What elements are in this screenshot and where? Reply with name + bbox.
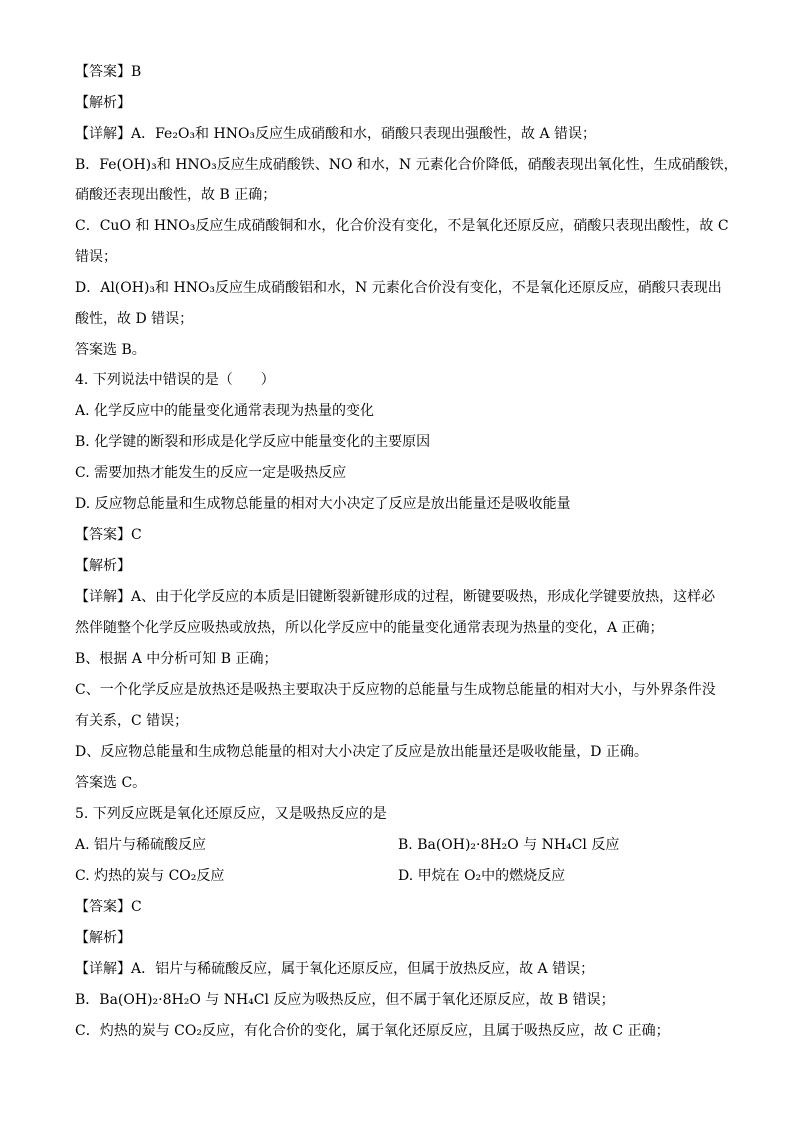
text-line: C．CuO 和 HNO₃反应生成硝酸铜和水，化合价没有变化，不是氧化还原反应，硝酸只表现出酸性，故 C (75, 218, 729, 234)
analysis-label: 【解析】 (75, 95, 131, 111)
option-a: A. 化学反应中的能量变化通常表现为热量的变化 (75, 403, 375, 419)
text-line: B．Ba(OH)₂·8H₂O 与 NH₄Cl 反应为吸热反应，但不属于氧化还原反应，故 B 错误； (75, 992, 615, 1008)
answer-label: 【答案】C (75, 899, 142, 915)
text-line: C、一个化学反应是放热还是吸热主要取决于反应物的总能量与生成物总能量的相对大小，与外界条件没 (75, 682, 716, 698)
text-line: 答案选 C。 (75, 775, 147, 791)
text-line: 有关系，C 错误； (75, 713, 189, 729)
text-line: 答案选 B。 (75, 342, 146, 358)
option-a: A. 铝片与稀硫酸反应 (75, 837, 207, 853)
answer-label: 【答案】C (75, 527, 142, 543)
option-b: B. 化学键的断裂和形成是化学反应中能量变化的主要原因 (75, 434, 431, 450)
analysis-label: 【解析】 (75, 558, 131, 574)
text-line: 错误； (75, 249, 117, 265)
text-line: 然伴随整个化学反应吸热或放热，所以化学反应中的能量变化通常表现为热量的变化，A 正确； (75, 620, 664, 636)
question-4: 4. 下列说法中错误的是（ ） (75, 372, 275, 388)
option-c: C. 需要加热才能发生的反应一定是吸热反应 (75, 465, 347, 481)
text-line: B、根据 A 中分析可知 B 正确； (75, 651, 278, 667)
text-line: D．Al(OH)₃和 HNO₃反应生成硝酸铝和水，N 元素化合价没有变化，不是氧化还原反应，硝酸只表现出 (75, 280, 722, 296)
answer-label: 【答案】B (75, 64, 142, 80)
text-line: 【详解】A．Fe₂O₃和 HNO₃反应生成硝酸和水，硝酸只表现出强酸性，故 A 错误； (75, 126, 597, 142)
text-line: C．灼热的炭与 CO₂反应，有化合价的变化，属于氧化还原反应，且属于吸热反应，故 C 正确； (75, 1023, 670, 1039)
option-d: D. 反应物总能量和生成物总能量的相对大小决定了反应是放出能量还是吸收能量 (75, 496, 571, 512)
text-line: B．Fe(OH)₃和 HNO₃反应生成硝酸铁、NO 和水，N 元素化合价降低，硝酸表现出氧化性，生成硝酸铁， (75, 157, 738, 173)
text-line: 硝酸还表现出酸性，故 B 正确； (75, 187, 277, 203)
analysis-label: 【解析】 (75, 930, 131, 946)
text-line: 酸性，故 D 错误； (75, 311, 194, 327)
option-d: D. 甲烷在 O₂中的燃烧反应 (398, 868, 566, 884)
text-line: 【详解】A、由于化学反应的本质是旧键断裂新键形成的过程，断键要吸热，形成化学键要放热，这样必 (75, 589, 716, 605)
option-b: B. Ba(OH)₂·8H₂O 与 NH₄Cl 反应 (398, 837, 620, 853)
text-line: 【详解】A．铝片与稀硫酸反应，属于氧化还原反应，但属于放热反应，故 A 错误； (75, 961, 595, 977)
option-c: C. 灼热的炭与 CO₂反应 (75, 868, 225, 884)
text-line: D、反应物总能量和生成物总能量的相对大小决定了反应是放出能量还是吸收能量，D 正确。 (75, 744, 648, 760)
question-5: 5. 下列反应既是氧化还原反应，又是吸热反应的是 (75, 806, 387, 822)
